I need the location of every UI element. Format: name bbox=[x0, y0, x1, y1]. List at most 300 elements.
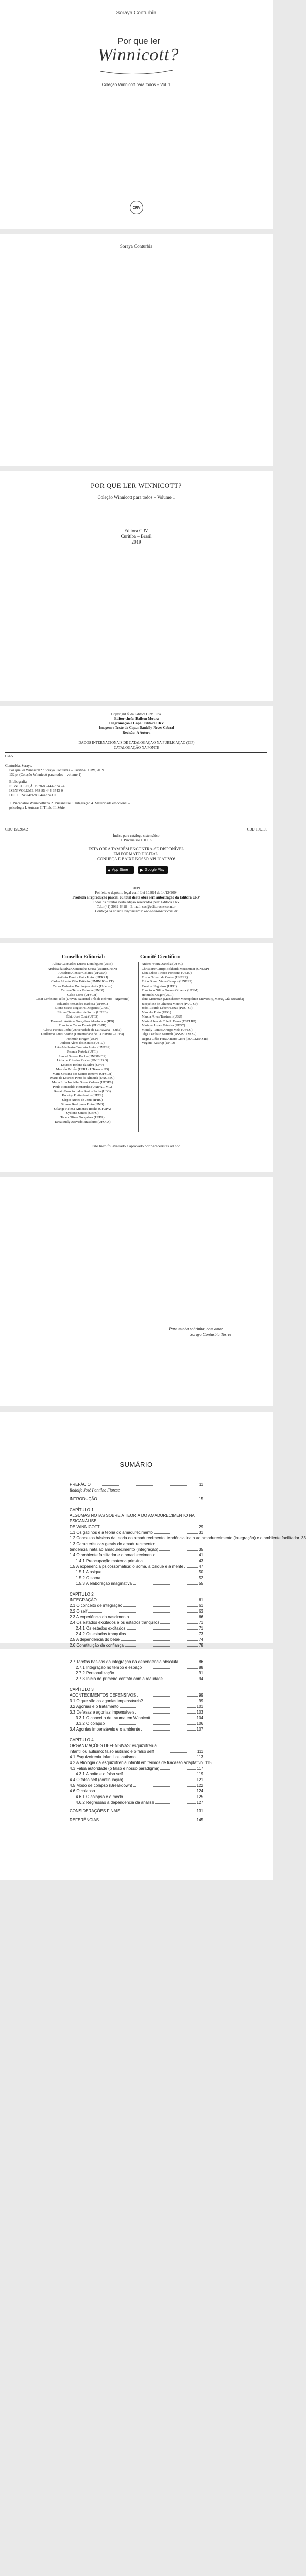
catalog-index bbox=[0, 834, 273, 843]
toc-entry[interactable] bbox=[70, 1637, 203, 1642]
scientific-member: Edson Olivari de Castro (UNESP) bbox=[142, 975, 188, 979]
toc-entry-title: 1.5.2 O soma bbox=[76, 1575, 101, 1580]
toc-entry-page: 66 bbox=[199, 1615, 203, 1619]
toc-page-1 bbox=[0, 1412, 306, 1648]
toc-entry-title: CAPÍTULO 1 bbox=[70, 1507, 94, 1512]
toc-entry-title: 1.5.1 A psique bbox=[76, 1570, 102, 1574]
toc-entry[interactable] bbox=[70, 1552, 203, 1558]
toc-entry[interactable] bbox=[70, 1726, 203, 1732]
scientific-member: Jacqueline de Oliveira Moreira (PUC-SP) bbox=[142, 1002, 198, 1006]
toc-entry[interactable] bbox=[70, 1794, 203, 1800]
toc-entry-title: 1.2 Conceitos básicos da teoria do amadurecimento: tendência inata ao amadurecimento (integração) e o ambiente facilitador bbox=[70, 1536, 300, 1540]
scientific-member: Christiane Carrijo Eckhardt Mouammar (UNESP) bbox=[142, 967, 209, 971]
editorial-member: Lídia de Oliveira Xavier (UNIEURO) bbox=[57, 1059, 108, 1062]
toc-leader-dots bbox=[179, 1659, 198, 1663]
toc-entry-title: 2.4 Os estados excitados e os estados tranquilos bbox=[70, 1620, 160, 1625]
toc-leader-dots bbox=[137, 1754, 196, 1758]
toc-entry[interactable] bbox=[70, 1496, 203, 1502]
toc-entry-title: CONSIDERAÇÕES FINAIS bbox=[70, 1809, 121, 1814]
scientific-member: Francisco Nilton Gomes Oliveira (UFSM) bbox=[142, 989, 199, 992]
scientific-member: Érico Bruno Viana Campos (UNESP) bbox=[142, 980, 193, 984]
publication-year: 2019 bbox=[131, 539, 141, 545]
toc-entry[interactable] bbox=[70, 1715, 203, 1721]
peer-review-note: Este livro foi avaliado e aprovado por pareceristas ad hoc. bbox=[91, 1144, 181, 1148]
toc-leader-dots bbox=[127, 1625, 198, 1630]
toc-entry-page: 71 bbox=[199, 1620, 203, 1625]
author-page bbox=[0, 234, 273, 466]
toc-entry-page: 33 bbox=[301, 1536, 306, 1540]
toc-entry-page: 31 bbox=[199, 1530, 203, 1535]
toc-entry-page: 50 bbox=[199, 1570, 203, 1574]
book-title: POR QUE LER WINNICOTT? bbox=[91, 482, 182, 489]
toc-entry-page: 101 bbox=[196, 1704, 203, 1709]
toc-entry-title: 2.7.1 Integração no tempo e espaço bbox=[76, 1665, 142, 1670]
editorial-member: Lourdes Helena da Silva (UFV) bbox=[61, 1063, 104, 1067]
toc-leader-dots bbox=[98, 1496, 198, 1500]
council-page bbox=[0, 943, 273, 1172]
toc-entry-title: CAPÍTULO 3 bbox=[70, 1687, 94, 1692]
editorial-council-list bbox=[31, 962, 134, 1125]
toc-entry-title: 4.6 O colapso bbox=[70, 1789, 95, 1793]
editorial-member: Carlos Alberto Vilar Estêvão (UMINHO – PT) bbox=[51, 980, 114, 984]
dedication-signature: Soraya Conturbia Torres bbox=[190, 1332, 231, 1337]
toc-entry-page: 125 bbox=[196, 1794, 203, 1799]
toc-entry-page: 103 bbox=[196, 1710, 203, 1715]
toc-entry[interactable] bbox=[70, 1676, 203, 1682]
toc-entry[interactable] bbox=[70, 1642, 203, 1648]
toc-entry-title: 2.7.3 Início do primeiro contato com a realidade bbox=[76, 1676, 163, 1681]
editorial-member: Helmuth Krüger (UCP) bbox=[66, 1037, 98, 1041]
editorial-member: Leonel Severo Rocha (UNISINOS) bbox=[58, 1054, 107, 1058]
toc-leader-dots bbox=[121, 1637, 198, 1641]
toc-entry-page: 47 bbox=[199, 1564, 203, 1569]
editorial-member: Eduardo Fernandes Barbosa (UFMG) bbox=[57, 1002, 108, 1006]
dedication-text: Para minha sobrinha, com amor. bbox=[169, 1327, 224, 1331]
toc-leader-dots bbox=[151, 1715, 196, 1719]
editorial-member: Celso Conti (UFSCar) bbox=[67, 993, 98, 997]
scientific-member: Marcia Alves Tassinari (USU) bbox=[142, 1015, 182, 1019]
toc-entry-page: 73 bbox=[199, 1632, 203, 1636]
toc-entry[interactable] bbox=[70, 1698, 203, 1704]
toc-entry-page: 71 bbox=[199, 1626, 203, 1631]
toc-entry-page: 94 bbox=[199, 1676, 203, 1681]
cip-line: Bibliografia bbox=[9, 779, 27, 784]
app-store-label: App Store bbox=[112, 868, 128, 872]
toc-entry[interactable] bbox=[70, 1530, 203, 1535]
toc-entry[interactable] bbox=[70, 1771, 203, 1777]
toc-entry[interactable] bbox=[70, 1687, 203, 1692]
cover-title-line1: Por que ler bbox=[117, 36, 161, 46]
toc-entry-page: 111 bbox=[197, 1749, 203, 1754]
toc-entry-page: 91 bbox=[199, 1671, 203, 1675]
index-line: Índice para catálogo sistemático bbox=[113, 834, 160, 838]
credits-block bbox=[77, 712, 196, 735]
scientific-member: Mariana Lopez Teixeira (UFSC) bbox=[142, 1024, 185, 1027]
credit-line: Editor-chefe: Railson Moura bbox=[114, 717, 159, 721]
footer-line: Tel.: (41) 3039-6418 – E-mail: sac@editoracrv.com.br bbox=[97, 905, 176, 909]
toc-entry-title: 4.5 Modo de colapso (Breakdown) bbox=[70, 1783, 132, 1788]
toc-entry-title: 2.1 O conceito de integração bbox=[70, 1603, 123, 1608]
toc-entry-title: 4.3 Falsa autoridade (o falso e nosso paradigma) bbox=[70, 1766, 160, 1771]
ebook-notice bbox=[0, 846, 273, 862]
scientific-member: Olga Ceciliato Mattioli (ASSIS/UNESP) bbox=[142, 1032, 197, 1036]
publisher-city: Curitiba – Brasil bbox=[121, 534, 152, 539]
toc-leader-dots bbox=[159, 1547, 198, 1551]
toc-entry-title: 3.3.1 O conceito de trauma em Winnicott bbox=[76, 1716, 150, 1720]
toc-leader-dots bbox=[137, 1692, 198, 1697]
toc-entry[interactable] bbox=[70, 1581, 203, 1586]
toc-entry-page: 119 bbox=[197, 1772, 203, 1776]
editorial-member: João Adalberto Campato Junior (UNESP) bbox=[54, 1045, 111, 1049]
toc-entry-title: DE WINNICOTT bbox=[70, 1524, 100, 1529]
toc-entry[interactable] bbox=[70, 1704, 203, 1709]
toc-leader-dots bbox=[144, 1558, 198, 1562]
editorial-member: Sérgio Nunes de Jesus (IFRO) bbox=[62, 1098, 103, 1102]
toc-entry-page: 131 bbox=[196, 1809, 203, 1814]
toc-leader-dots bbox=[130, 1614, 198, 1618]
credit-line: Copyright © da Editora CRV Ltda. bbox=[111, 712, 162, 716]
toc-entry-title: ORGANIZAÇÕES DEFENSIVAS: esquizofrenia bbox=[70, 1743, 157, 1748]
scientific-member: João Ricardo Lebert Cozac (PUC-SP) bbox=[142, 1006, 193, 1010]
toc-leader-dots bbox=[184, 1564, 198, 1568]
app-store-badge[interactable] bbox=[106, 866, 134, 874]
toc-leader-dots bbox=[143, 1665, 198, 1669]
toc-entry[interactable] bbox=[70, 1721, 203, 1726]
toc-entry-page: 61 bbox=[199, 1603, 203, 1608]
cover-page bbox=[0, 0, 273, 229]
toc-entry[interactable] bbox=[70, 1777, 203, 1783]
toc-entry-page: 29 bbox=[199, 1524, 203, 1529]
toc-heading: SUMÁRIO bbox=[120, 1461, 153, 1468]
toc-entry-title: 2.7 Tarefas básicas da integração na dependência absoluta bbox=[70, 1659, 179, 1664]
toc-leader-dots bbox=[98, 1597, 198, 1601]
toc-leader-dots bbox=[120, 1704, 196, 1708]
toc-entry[interactable] bbox=[70, 1743, 203, 1749]
editorial-member: Maria Lília Imbiriba Sousa Colares (UFOPA) bbox=[52, 1080, 113, 1084]
divider bbox=[5, 752, 267, 753]
dedication-page bbox=[0, 1177, 273, 1406]
editorial-member: Marcelo Paixão (UFRJ e UTexas – US) bbox=[56, 1067, 109, 1071]
editorial-member: Elione Maria Nogueira Diogenes (UFAL) bbox=[54, 1006, 111, 1010]
toc-entry-page: 104 bbox=[196, 1716, 203, 1720]
toc-entry-title: REFERÊNCIAS bbox=[70, 1818, 99, 1822]
toc-entry[interactable] bbox=[70, 1524, 203, 1530]
footer-line: Proibida a reprodução parcial ou total desta obra sem autorização da Editora CRV bbox=[72, 895, 200, 900]
toc-entry-page: 86 bbox=[199, 1659, 203, 1664]
toc-entry[interactable] bbox=[70, 1754, 203, 1760]
credit-line: Revisão: A Autora bbox=[122, 731, 151, 735]
editorial-member: Tania Suely Azevedo Brasileiro (UFOPA) bbox=[54, 1120, 111, 1124]
toc-entry-title: 3.1 O que são as agonias impensáveis? bbox=[70, 1699, 143, 1703]
toc-leader-dots bbox=[135, 1709, 195, 1714]
toc-entry-title: 2.7.2 Personalização bbox=[76, 1671, 114, 1675]
cover-title-script: Winnicott? bbox=[98, 45, 179, 64]
editorial-member: Solange Helena Ximenes-Rocha (UFOPA) bbox=[54, 1107, 111, 1111]
credit-line: Diagramação e Capa: Editora CRV bbox=[109, 721, 164, 725]
toc-entry[interactable] bbox=[70, 1620, 203, 1625]
scientific-member: Helmuth Krüger (UCP) bbox=[142, 993, 174, 997]
toc-entry[interactable] bbox=[70, 1558, 203, 1564]
toc-page-2 bbox=[0, 1649, 273, 1880]
cip-line: 132 p. (Coleção Winnicott para todos – volume 1) bbox=[9, 773, 82, 777]
toc-entry-title: 1.5 A experiência psicossomática: o soma, a psique e a mente bbox=[70, 1564, 184, 1569]
toc-leader-dots bbox=[133, 1581, 198, 1585]
editorial-member: Guillermo Arias Beatón (Universidade de La Havana – Cuba) bbox=[41, 1032, 124, 1036]
toc-entry[interactable] bbox=[70, 1665, 203, 1670]
toc-entry-title: PREFÁCIO bbox=[70, 1482, 91, 1487]
toc-leader-dots bbox=[154, 1530, 198, 1534]
editorial-member: Gloria Fariñas León (Universidade de La Havana – Cuba) bbox=[43, 1028, 122, 1032]
toc-leader-dots bbox=[106, 1721, 196, 1725]
toc-entry-title: Rodolfo José Pontilho Fiorese bbox=[70, 1488, 120, 1493]
toc-leader-dots bbox=[124, 1771, 196, 1775]
toc-entry[interactable] bbox=[70, 1766, 203, 1771]
toc-entry-title: 4.3.1 A noite e o falso self bbox=[76, 1772, 123, 1776]
toc-leader-dots bbox=[101, 1575, 198, 1579]
toc-entry-page: 35 bbox=[199, 1547, 203, 1552]
editorial-member: Maria de Lourdes Pinto de Almeida (UNOESC) bbox=[50, 1076, 115, 1080]
index-line: 1. Psicanálise 150.195 bbox=[120, 838, 152, 842]
toc-entry-title: 4.1 Esquizofrenia infantil ou autismo bbox=[70, 1755, 136, 1759]
toc-entry-page: 61 bbox=[199, 1598, 203, 1602]
toc-leader-dots bbox=[123, 1603, 198, 1607]
editorial-member: Carmen Tereza Velanga (UNIR) bbox=[61, 989, 104, 992]
ebook-line: ESTA OBRA TAMBÉM ENCONTRA-SE DISPONÍVEL bbox=[88, 846, 184, 851]
toc-entry-page: 88 bbox=[199, 1665, 203, 1670]
toc-leader-dots bbox=[155, 1749, 196, 1753]
apple-icon: ● bbox=[108, 867, 111, 873]
cip-heading: DADOS INTERNACIONAIS DE CATALOGAÇÃO NA PUBLICAÇÃO (CIP) CATALOGAÇÃO NA FONTE bbox=[78, 741, 195, 750]
toc-entry-page: 145 bbox=[196, 1818, 203, 1822]
toc-entry[interactable] bbox=[70, 1659, 203, 1665]
editorial-member: Carlos Federico Dominguez Avila (Unieuro) bbox=[53, 984, 112, 988]
editorial-member: Josania Portela (UFPI) bbox=[67, 1050, 98, 1054]
toc-leader-dots bbox=[124, 1777, 196, 1781]
toc-leader-dots bbox=[141, 1726, 196, 1731]
toc-entry[interactable] bbox=[70, 1597, 203, 1603]
toc-leader-dots bbox=[144, 1698, 198, 1702]
toc-entry[interactable] bbox=[70, 1564, 203, 1569]
scientific-member: Marcelo Porto (UEG) bbox=[142, 1010, 171, 1014]
toc-entry[interactable] bbox=[70, 1760, 212, 1766]
toc-entry[interactable] bbox=[70, 1603, 203, 1608]
scientific-member: Maria Alves de Toledo Bruns (FFCLRP) bbox=[142, 1019, 196, 1023]
toc-entry[interactable] bbox=[70, 1569, 203, 1575]
publisher-logo bbox=[130, 201, 143, 214]
toc-entry-title: 3.4 Agonias impensáveis e o ambiente bbox=[70, 1727, 140, 1732]
toc-entry[interactable] bbox=[70, 1817, 203, 1823]
toc-entry-page: 74 bbox=[199, 1637, 203, 1642]
toc-leader-dots bbox=[160, 1620, 198, 1624]
publisher-name: Editora CRV bbox=[124, 528, 148, 533]
toc-leader-dots bbox=[101, 1524, 198, 1528]
toc-leader-dots bbox=[164, 1676, 198, 1680]
toc-entry-title: tendência inata ao amadurecimento (integração) bbox=[70, 1547, 159, 1552]
editorial-member: Elizeu Clementino de Souza (UNEB) bbox=[57, 1010, 108, 1014]
toc-entry[interactable] bbox=[70, 1692, 203, 1698]
toc-entry[interactable] bbox=[70, 1709, 203, 1715]
toc-entry-page: 121 bbox=[196, 1777, 203, 1782]
toc-entry[interactable] bbox=[70, 1783, 203, 1788]
toc-entry-title: 2.4.1 Os estados excitados bbox=[76, 1626, 126, 1631]
toc-entry-title: 1.4.1 Preocupação materna primária bbox=[76, 1558, 143, 1563]
toc-leader-dots bbox=[92, 1482, 198, 1486]
toc-list bbox=[70, 1479, 306, 1654]
toc-entry-page: 41 bbox=[199, 1553, 203, 1557]
toc-entry[interactable] bbox=[70, 1788, 203, 1794]
toc-entry-page: 52 bbox=[199, 1575, 203, 1580]
cdu-code: CDU 159.964.2 bbox=[5, 827, 28, 832]
toc-entry-page: 122 bbox=[196, 1783, 203, 1788]
toc-entry[interactable] bbox=[70, 1749, 203, 1754]
publisher-logo-text: CRV bbox=[132, 206, 141, 210]
toc-leader-dots bbox=[125, 1642, 198, 1647]
credit-line: Imagem e Texto da Capa: Danielly Neves Cabral bbox=[99, 726, 174, 730]
editorial-council-title: Conselho Editorial: bbox=[62, 954, 105, 960]
footer-line: 2019 bbox=[132, 886, 140, 890]
toc-entry[interactable] bbox=[70, 1535, 306, 1541]
toc-entry[interactable] bbox=[70, 1670, 203, 1676]
cip-line: 1. Psicanálise Winnicottiana 2. Psicanálise 3. Integração 4. Maturidade emocional – psicologia I. Autoras II.Título II. Série. bbox=[9, 801, 130, 810]
toc-entry-title: 2.2 O self bbox=[70, 1609, 88, 1614]
legal-footer bbox=[0, 886, 273, 914]
toc-entry[interactable] bbox=[70, 1507, 203, 1513]
toc-entry-title: INTEGRAÇÃO bbox=[70, 1598, 97, 1602]
title-page bbox=[0, 471, 273, 701]
editorial-member: Sydione Santos (UEPG) bbox=[66, 1111, 99, 1115]
toc-entry-page: 124 bbox=[196, 1789, 203, 1793]
toc-entry-page: 117 bbox=[197, 1766, 203, 1771]
cover-underline-decoration bbox=[98, 67, 175, 77]
editorial-member: Jailson Alves dos Santos (UFRJ) bbox=[60, 1041, 105, 1045]
toc-entry-title: CAPÍTULO 4 bbox=[70, 1738, 94, 1742]
editorial-member: Renato Francisco dos Santos Paula (UFG) bbox=[54, 1089, 111, 1093]
toc-leader-dots bbox=[96, 1788, 195, 1792]
toc-entry-page: 115 bbox=[205, 1760, 212, 1765]
toc-entry[interactable] bbox=[70, 1541, 203, 1547]
toc-entry-page: 99 bbox=[199, 1693, 203, 1698]
copyright-page bbox=[0, 706, 273, 938]
toc-entry[interactable] bbox=[70, 1591, 203, 1597]
toc-entry-title: 4.4 O falso self (continuação) bbox=[70, 1777, 124, 1782]
scientific-member: Edna Lúcia Tinoco Ponciano (UERJ) bbox=[142, 971, 192, 975]
toc-entry-title: 2.4.2 Os estados tranquilos bbox=[76, 1632, 126, 1636]
toc-entry-page: 55 bbox=[199, 1581, 203, 1586]
toc-entry-title: 4.2 A etiologia da esquizofrenia infantil em termos de fracasso adaptativo bbox=[70, 1760, 203, 1765]
editorial-member: Antônio Pereira Gaio Júnior (UFRRJ) bbox=[57, 975, 108, 979]
cip-line: DOI 10.24824/978854443743.0 bbox=[9, 793, 56, 798]
toc-entry[interactable] bbox=[70, 1513, 203, 1524]
toc-entry[interactable] bbox=[70, 1575, 203, 1581]
toc-entry-title: 1.3 Características gerais do amadurecimento: bbox=[70, 1541, 155, 1546]
toc-entry[interactable] bbox=[70, 1487, 203, 1493]
footer-line: Todos os direitos desta edição reservados pela: Editora CRV bbox=[93, 900, 180, 904]
cip-line: ISBN VOLUME 978-85-444-3743-0 bbox=[9, 789, 63, 793]
cover-collection: Coleção Winnicott para todos – Vol. 1 bbox=[101, 82, 171, 87]
book-collection: Coleção Winnicott para todos – Volume 1 bbox=[97, 495, 175, 500]
scientific-member: Monilly Ramos Araujo Melo (UFCG) bbox=[142, 1028, 193, 1032]
toc-entry[interactable] bbox=[70, 1482, 203, 1487]
editorial-member: Simone Rodrigues Pinto (UNB) bbox=[61, 1103, 104, 1106]
editorial-member: Francisco Carlos Duarte (PUC-PR) bbox=[59, 1024, 106, 1027]
toc-entry-title: INTRODUÇÃO bbox=[70, 1497, 97, 1501]
editorial-member: Paulo Romualdo Hernandes (UNIFAL-MG) bbox=[53, 1085, 112, 1089]
toc-leader-dots bbox=[121, 1808, 195, 1812]
toc-entry-page: 99 bbox=[199, 1699, 203, 1703]
toc-entry[interactable] bbox=[70, 1631, 203, 1637]
toc-leader-dots bbox=[103, 1569, 198, 1573]
toc-list bbox=[70, 1659, 212, 1823]
toc-leader-dots bbox=[133, 1783, 196, 1787]
column-divider bbox=[138, 962, 139, 1132]
scientific-member: Ilana Mountian (Manchester Metropolitan University, MMU, Grã-Bretanha) bbox=[142, 997, 244, 1001]
scientific-member: Regina Célia Faria Amaro Giora (MACKENZIE) bbox=[142, 1037, 208, 1041]
footer-line: Conheça os nossos lançamentos: www.editoracrv.com.br bbox=[95, 909, 178, 913]
toc-entry-page: 107 bbox=[196, 1727, 203, 1732]
google-play-badge[interactable] bbox=[138, 866, 168, 874]
toc-entry[interactable] bbox=[70, 1800, 203, 1805]
toc-entry-title: 1.1 Os gatilhos e a teoria do amadurecimento bbox=[70, 1530, 153, 1535]
toc-leader-dots bbox=[115, 1670, 198, 1674]
cip-code: C765 bbox=[5, 754, 13, 758]
scientific-member: Fauston Negreiros (UFPI) bbox=[142, 984, 177, 988]
ebook-line: EM FORMATO DIGITAL. bbox=[113, 852, 159, 856]
google-play-label: Google Play bbox=[145, 868, 165, 872]
cdd-code: CDD 150.195 bbox=[247, 827, 267, 832]
toc-entry-title: 3.3.2 O colapso bbox=[76, 1721, 105, 1726]
cip-line: Por que ler Winnicott? / Soraya Conturbia – Curitiba : CRV, 2019. bbox=[9, 768, 105, 772]
toc-entry-title: 4.6.2 Regressão à dependência da análise bbox=[76, 1800, 155, 1805]
editorial-member: Tadeu Oliver Gonçalves (UFPA) bbox=[60, 1115, 105, 1120]
footer-line: Foi feito o depósito legal conf. Lei 10.994 de 14/12/2004 bbox=[95, 891, 178, 895]
author-name: Soraya Conturbia bbox=[120, 244, 153, 249]
toc-entry[interactable] bbox=[70, 1608, 203, 1614]
cip-line: ISBN COLEÇÃO 978-85-444-3745-4 bbox=[9, 784, 65, 788]
play-icon: ▶ bbox=[140, 868, 144, 872]
toc-leader-dots bbox=[156, 1552, 198, 1556]
toc-entry[interactable] bbox=[70, 1614, 203, 1620]
toc-entry[interactable] bbox=[70, 1808, 203, 1814]
toc-entry-page: 113 bbox=[197, 1755, 203, 1759]
toc-entry-title: 2.6 Constituição da confiança bbox=[70, 1643, 124, 1648]
toc-entry-page: 78 bbox=[199, 1643, 203, 1648]
toc-entry-page: 15 bbox=[199, 1497, 203, 1501]
toc-leader-dots bbox=[100, 1817, 196, 1821]
toc-entry-title: 3.2 Agonias e o tratamento bbox=[70, 1704, 119, 1709]
editorial-member: Élsio José Corá (UFFS) bbox=[66, 1015, 98, 1019]
toc-entry-title: 2.3 A experiência do nascimento bbox=[70, 1615, 129, 1619]
scientific-member: Andrea Vieira Zanella (UFSC) bbox=[142, 962, 183, 966]
scientific-committee-title: Comitê Científico: bbox=[140, 954, 181, 960]
editorial-member: Aldira Guimarães Duarte Domínguez (UNB) bbox=[52, 962, 113, 966]
toc-entry[interactable] bbox=[70, 1547, 203, 1552]
editorial-member: Anselmo Alencar Colares (UFOPA) bbox=[58, 971, 107, 975]
scientific-committee-list bbox=[142, 962, 245, 1046]
cover-author: Soraya Conturbia bbox=[116, 10, 157, 16]
toc-entry-page: 11 bbox=[199, 1482, 203, 1487]
editorial-member: Maria Cristina dos Santos Bezerra (UFSCar) bbox=[52, 1072, 113, 1076]
editorial-member: Fernando Antônio Gonçalves Alcoforado (IPB) bbox=[50, 1019, 114, 1023]
toc-leader-dots bbox=[124, 1794, 196, 1798]
toc-entry-page: 127 bbox=[196, 1800, 203, 1805]
toc-entry[interactable] bbox=[70, 1737, 203, 1743]
toc-leader-dots bbox=[88, 1608, 198, 1613]
toc-entry[interactable] bbox=[70, 1625, 203, 1631]
editorial-member: Rodrigo Pratte-Santos (UFES) bbox=[62, 1094, 103, 1097]
toc-leader-dots bbox=[155, 1800, 196, 1804]
toc-entry-title: 1.5.3 A elaboração imaginativa bbox=[76, 1581, 132, 1586]
toc-entry-title: 4.6.1 O colapso e o medo bbox=[76, 1794, 123, 1799]
